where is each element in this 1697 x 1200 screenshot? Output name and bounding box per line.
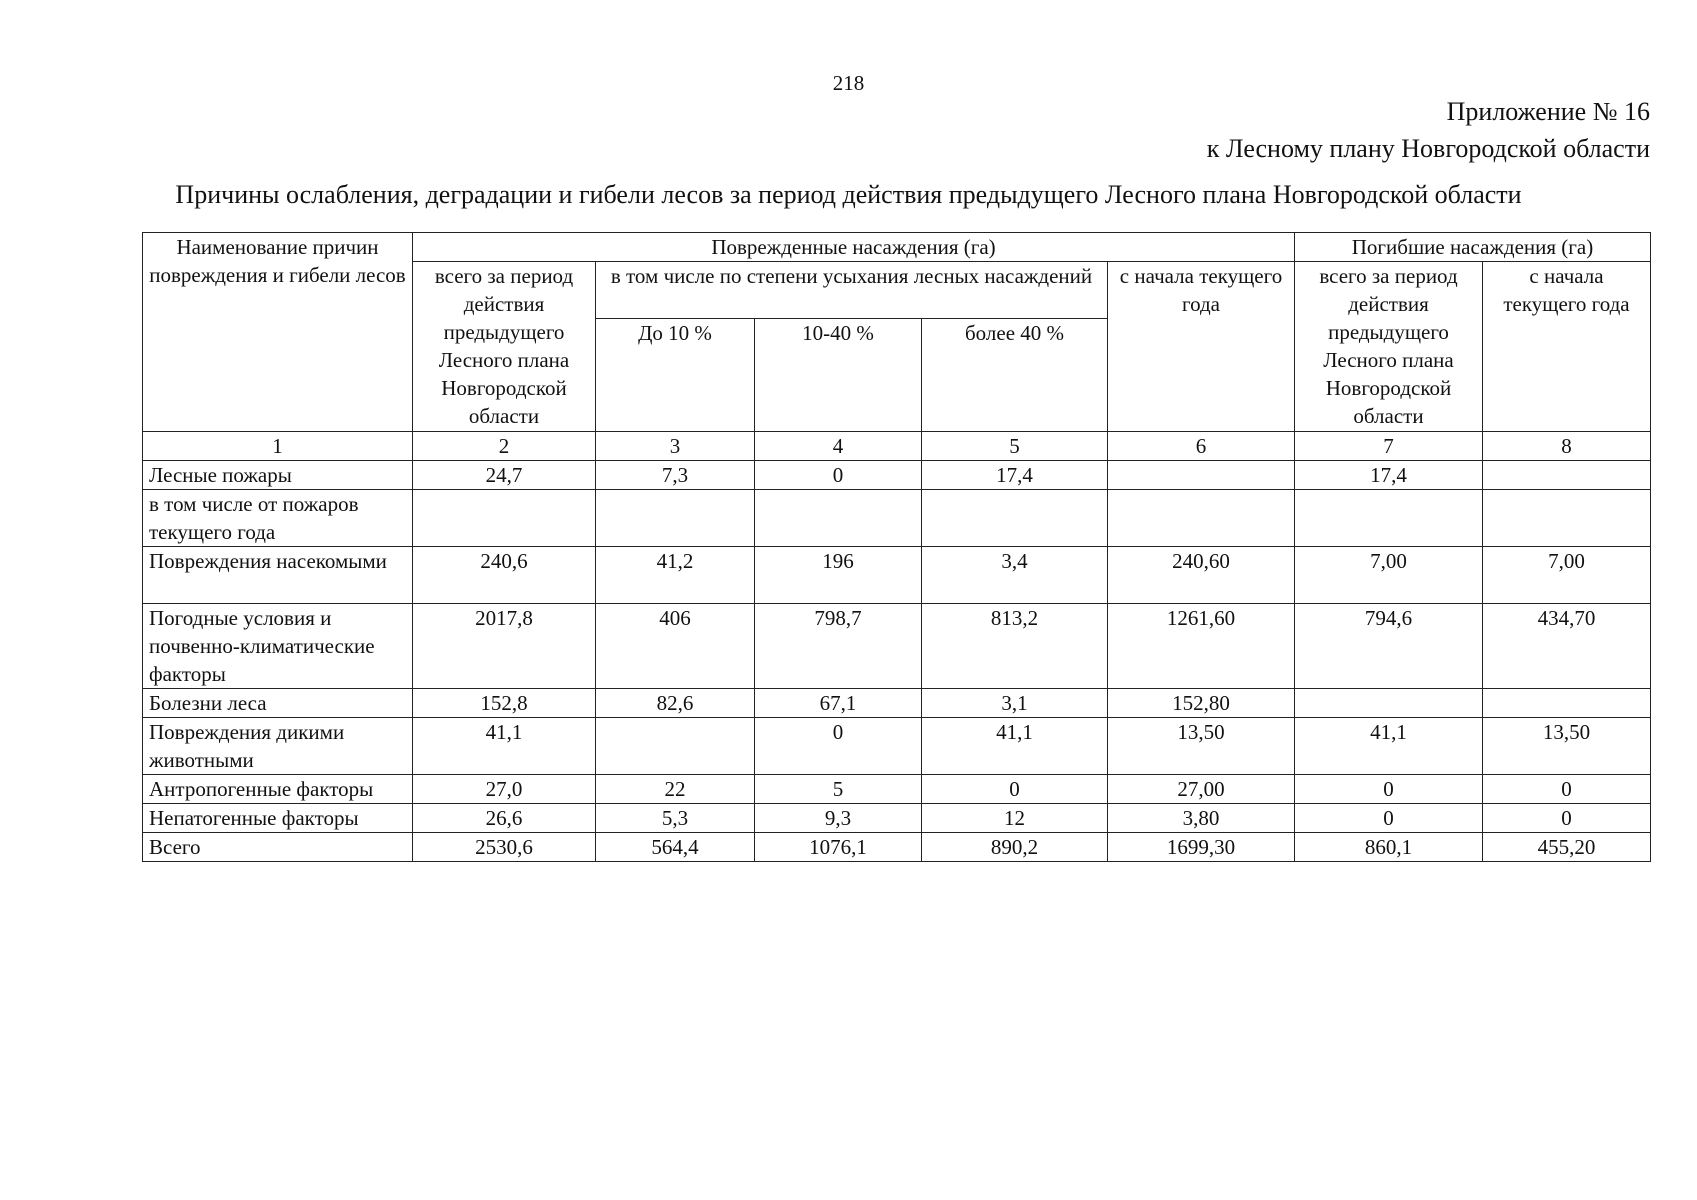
table-cell-col-2: 26,6 — [413, 804, 596, 833]
row-cause-name: Повреждения дикими животными — [143, 718, 413, 775]
column-number: 8 — [1483, 432, 1651, 461]
table-cell-col-6: 152,80 — [1108, 689, 1295, 718]
table-cell-col-6: 1699,30 — [1108, 833, 1295, 862]
table-cell-col-8: 13,50 — [1483, 718, 1651, 775]
table-cell-col-2: 27,0 — [413, 775, 596, 804]
header-over-40: более 40 % — [922, 319, 1108, 432]
table-cell-col-4: 67,1 — [755, 689, 922, 718]
header-dead-total-period: всего за период действия предыдущего Лесного плана Новгородской области — [1295, 262, 1483, 432]
table-cell-col-4: 0 — [755, 718, 922, 775]
table-cell-col-3 — [596, 490, 755, 547]
table-cell-col-7: 17,4 — [1295, 461, 1483, 490]
table-row — [143, 604, 1651, 689]
table-cell-col-2: 41,1 — [413, 718, 596, 775]
table-cell-col-8 — [1483, 490, 1651, 547]
table-cell-col-3: 82,6 — [596, 689, 755, 718]
table-cell-col-7 — [1295, 689, 1483, 718]
row-cause-name: Повреждения насекомыми — [143, 547, 413, 604]
header-by-degree: в том числе по степени усыхания лесных насаждений — [596, 262, 1108, 319]
table-cell-col-4: 1076,1 — [755, 833, 922, 862]
table-cell-col-8: 0 — [1483, 804, 1651, 833]
table-cell-col-2 — [413, 490, 596, 547]
header-row-groups — [143, 233, 1651, 262]
table-cell-col-4: 0 — [755, 461, 922, 490]
column-numbers-row — [143, 432, 1651, 461]
table-cell-col-3: 22 — [596, 775, 755, 804]
table-cell-col-3 — [596, 718, 755, 775]
table-cell-col-7 — [1295, 490, 1483, 547]
header-dead-group: Погибшие насаждения (га) — [1295, 233, 1651, 262]
table-cell-col-3: 406 — [596, 604, 755, 689]
header-total-period: всего за период действия предыдущего Лесного плана Новгородской области — [413, 262, 596, 432]
table-cell-col-8: 434,70 — [1483, 604, 1651, 689]
row-cause-name: Всего — [143, 833, 413, 862]
table-row — [143, 833, 1651, 862]
column-number: 6 — [1108, 432, 1295, 461]
table-cell-col-6: 240,60 — [1108, 547, 1295, 604]
table-cell-col-8 — [1483, 689, 1651, 718]
table-row — [143, 547, 1651, 604]
row-cause-name: Антропогенные факторы — [143, 775, 413, 804]
column-number: 7 — [1295, 432, 1483, 461]
table-row — [143, 718, 1651, 775]
table-cell-col-2: 24,7 — [413, 461, 596, 490]
table-cell-col-2: 2530,6 — [413, 833, 596, 862]
table-cell-col-8: 455,20 — [1483, 833, 1651, 862]
table-cell-col-3: 564,4 — [596, 833, 755, 862]
table-cell-col-4 — [755, 490, 922, 547]
table-cell-col-7: 41,1 — [1295, 718, 1483, 775]
table-body — [143, 461, 1651, 862]
table-row — [143, 804, 1651, 833]
page-number: 218 — [832, 71, 865, 95]
table-row — [143, 490, 1651, 547]
appendix-number: Приложение № 16 — [1446, 97, 1650, 126]
column-number: 1 — [143, 432, 413, 461]
table-cell-col-6: 27,00 — [1108, 775, 1295, 804]
table-cell-col-3: 5,3 — [596, 804, 755, 833]
table-cell-col-5: 890,2 — [922, 833, 1108, 862]
row-cause-name: Погодные условия и почвенно-климатические факторы — [143, 604, 413, 689]
row-cause-name: в том числе от пожаров текущего года — [143, 490, 413, 547]
row-cause-name: Болезни леса — [143, 689, 413, 718]
table-cell-col-5: 3,4 — [922, 547, 1108, 604]
appendix-note — [1207, 93, 1650, 167]
row-cause-name: Непатогенные факторы — [143, 804, 413, 833]
row-cause-name: Лесные пожары — [143, 461, 413, 490]
table-cell-col-8 — [1483, 461, 1651, 490]
table-cell-col-6 — [1108, 490, 1295, 547]
header-since-year-start: с начала текущего года — [1108, 262, 1295, 432]
table-cell-col-5: 12 — [922, 804, 1108, 833]
table-cell-col-5: 813,2 — [922, 604, 1108, 689]
table-cell-col-5: 17,4 — [922, 461, 1108, 490]
table-row — [143, 775, 1651, 804]
table-cell-col-2: 240,6 — [413, 547, 596, 604]
column-number: 4 — [755, 432, 922, 461]
appendix-reference: к Лесному плану Новгородской области — [1206, 134, 1650, 163]
forest-damage-table — [142, 232, 1651, 862]
table-cell-col-4: 798,7 — [755, 604, 922, 689]
table-cell-col-7: 0 — [1295, 775, 1483, 804]
table-cell-col-7: 7,00 — [1295, 547, 1483, 604]
table-cell-col-3: 7,3 — [596, 461, 755, 490]
table-cell-col-5 — [922, 490, 1108, 547]
table-cell-col-8: 7,00 — [1483, 547, 1651, 604]
table-cell-col-5: 3,1 — [922, 689, 1108, 718]
table-row — [143, 689, 1651, 718]
column-number: 2 — [413, 432, 596, 461]
table-cell-col-4: 196 — [755, 547, 922, 604]
table-cell-col-6: 3,80 — [1108, 804, 1295, 833]
header-up-to-10: До 10 % — [596, 319, 755, 432]
header-dead-since-year-start: с начала текущего года — [1483, 262, 1651, 432]
table-cell-col-5: 0 — [922, 775, 1108, 804]
table-row — [143, 461, 1651, 490]
table-cell-col-7: 0 — [1295, 804, 1483, 833]
table-cell-col-6: 13,50 — [1108, 718, 1295, 775]
table-cell-col-8: 0 — [1483, 775, 1651, 804]
document-title: Причины ослабления, деградации и гибели лесов за период действия предыдущего Лесного плана Новгородской области — [175, 180, 1522, 209]
table-cell-col-3: 41,2 — [596, 547, 755, 604]
table-cell-col-7: 794,6 — [1295, 604, 1483, 689]
table-cell-col-4: 9,3 — [755, 804, 922, 833]
table-cell-col-6: 1261,60 — [1108, 604, 1295, 689]
table-cell-col-5: 41,1 — [922, 718, 1108, 775]
table-cell-col-6 — [1108, 461, 1295, 490]
column-number: 3 — [596, 432, 755, 461]
table-cell-col-2: 152,8 — [413, 689, 596, 718]
table-cell-col-4: 5 — [755, 775, 922, 804]
header-damaged-group: Поврежденные насаждения (га) — [413, 233, 1295, 262]
table-cell-col-2: 2017,8 — [413, 604, 596, 689]
header-10-40: 10-40 % — [755, 319, 922, 432]
column-number: 5 — [922, 432, 1108, 461]
header-cause: Наименование причин повреждения и гибели лесов — [143, 233, 413, 432]
table-cell-col-7: 860,1 — [1295, 833, 1483, 862]
